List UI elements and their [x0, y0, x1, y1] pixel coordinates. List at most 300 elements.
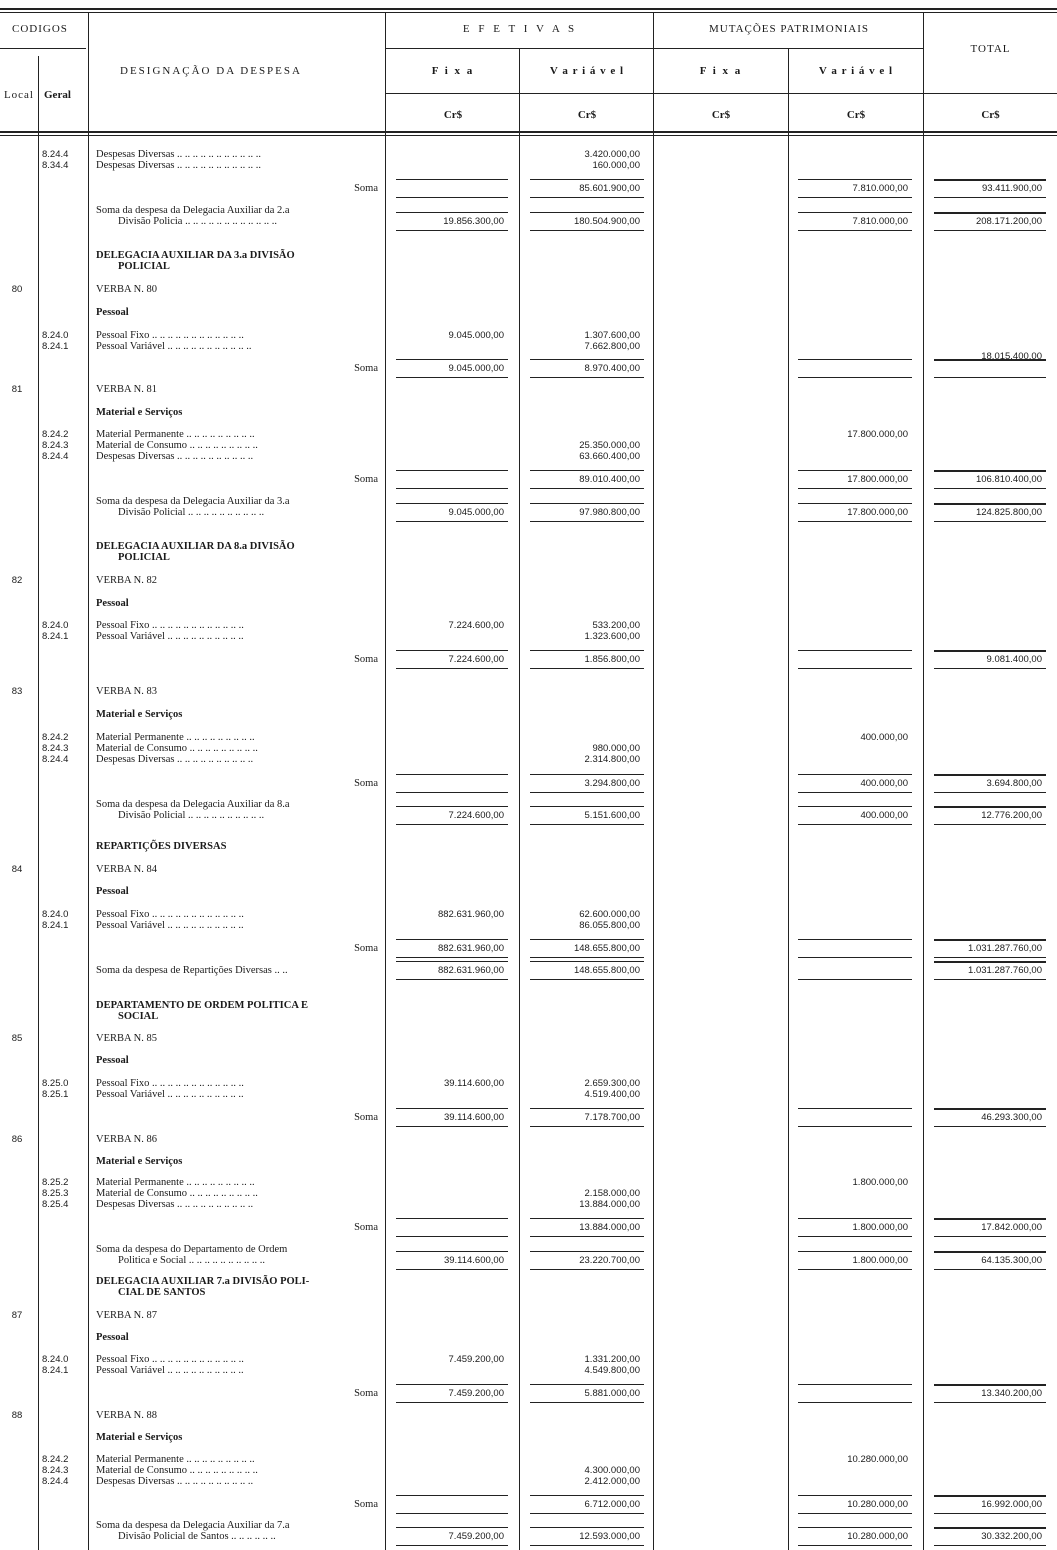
sum-rule: [396, 824, 508, 825]
sum-rule: [530, 179, 644, 180]
efetivas-variavel-value: 1.307.600,00: [584, 330, 640, 341]
sum-rule: [798, 1126, 912, 1127]
sum-rule: [934, 179, 1046, 181]
top-rule-2: [0, 12, 1057, 13]
section-heading: DELEGACIA AUXILIAR DA 3.a DIVISÃO: [96, 250, 295, 261]
sum-rule: [530, 806, 644, 807]
local-code: 85: [11, 1033, 23, 1044]
sum-rule: [396, 1384, 508, 1385]
sum-rule: [934, 1218, 1046, 1220]
header-efetivas: E F E T I V A S: [462, 23, 578, 35]
geral-code: 8.24.4: [42, 754, 69, 765]
line-label: VERBA N. 84: [96, 864, 157, 875]
sum-rule: [396, 961, 508, 962]
geral-code: 8.24.0: [42, 330, 69, 341]
efetivas-fixa-value: 882.631.960,00: [437, 909, 504, 920]
currency-total: Cr$: [981, 109, 1000, 121]
section-heading: CIAL DE SANTOS: [118, 1287, 206, 1298]
header-efetivas-fixa: F i x a: [431, 65, 475, 77]
sum-rule: [530, 470, 644, 471]
section-heading: POLICIAL: [118, 261, 170, 272]
sum-rule: [530, 792, 644, 793]
sum-rule: [934, 1513, 1046, 1514]
total-value: 106.810.400,00: [975, 474, 1042, 485]
line-label: Pessoal Fixo .. .. .. .. .. .. .. .. .. .. .. ..: [96, 620, 244, 631]
efetivas-variavel-value: 63.660.400,00: [579, 451, 640, 462]
sum-rule: [934, 359, 1046, 361]
geral-code: 8.25.0: [42, 1078, 69, 1089]
sum-rule: [396, 1495, 508, 1496]
line-label: Soma: [354, 363, 378, 374]
sum-rule: [934, 503, 1046, 505]
geral-code: 8.24.1: [42, 920, 69, 931]
sum-rule: [396, 1527, 508, 1528]
geral-code: 8.24.0: [42, 1354, 69, 1365]
sum-rule: [934, 470, 1046, 472]
sum-rule: [798, 1384, 912, 1385]
local-code: 81: [11, 384, 23, 395]
sum-rule: [798, 824, 912, 825]
sum-rule: [396, 230, 508, 231]
efetivas-variavel-value: 2.158.000,00: [584, 1188, 640, 1199]
sum-rule: [530, 1269, 644, 1270]
total-value: 124.825.800,00: [975, 507, 1042, 518]
line-label: Material de Consumo .. .. .. .. .. .. .. .. ..: [96, 1465, 258, 1476]
mutacoes-variavel-value: 17.800.000,00: [847, 507, 908, 518]
sum-rule: [798, 979, 912, 980]
total-value: 12.776.200,00: [981, 810, 1042, 821]
line-label: Soma da despesa da Delegacia Auxiliar da 3.a: [96, 496, 290, 507]
sum-rule: [798, 197, 912, 198]
total-value: 18.015.400,00: [981, 351, 1042, 362]
line-label: Material Permanente .. .. .. .. .. .. .. .. ..: [96, 1454, 255, 1465]
header-total: TOTAL: [970, 43, 1011, 55]
sum-rule: [396, 650, 508, 651]
currency-mutacoes-fixa: Cr$: [711, 109, 731, 121]
section-heading: DELEGACIA AUXILIAR DA 8.a DIVISÃO: [96, 541, 295, 552]
sum-rule: [396, 359, 508, 360]
efetivas-variavel-value: 7.662.800,00: [584, 341, 640, 352]
sum-rule: [530, 1513, 644, 1514]
sum-rule: [530, 939, 644, 940]
sum-rule: [934, 1495, 1046, 1497]
sum-rule: [396, 774, 508, 775]
efetivas-variavel-value: 180.504.900,00: [573, 216, 640, 227]
mutacoes-variavel-value: 10.280.000,00: [847, 1454, 908, 1465]
sum-rule: [798, 470, 912, 471]
sum-rule: [530, 212, 644, 213]
sum-rule: [530, 1218, 644, 1219]
sum-rule: [530, 774, 644, 775]
efetivas-fixa-value: 882.631.960,00: [437, 943, 504, 954]
sum-rule: [798, 1495, 912, 1496]
line-label: Soma: [354, 943, 378, 954]
efetivas-fixa-value: 882.631.960,00: [437, 965, 504, 976]
efetivas-variavel-value: 1.323.600,00: [584, 631, 640, 642]
sum-rule: [530, 1236, 644, 1237]
line-label: Material Permanente .. .. .. .. .. .. .. .. ..: [96, 1177, 255, 1188]
section-heading: Material e Serviços: [96, 407, 183, 418]
sum-rule: [934, 774, 1046, 776]
header-mutacoes-fixa: F i x a: [699, 65, 743, 77]
mutacoes-variavel-value: 7.810.000,00: [852, 216, 908, 227]
line-label: Material de Consumo .. .. .. .. .. .. .. .. ..: [96, 1188, 258, 1199]
efetivas-fixa-value: 39.114.600,00: [443, 1078, 504, 1089]
sum-rule: [934, 488, 1046, 489]
geral-code: 8.24.3: [42, 440, 69, 451]
mutacoes-variavel-value: 10.280.000,00: [847, 1499, 908, 1510]
line-label: Pessoal Variável .. .. .. .. .. .. .. .. .. ..: [96, 1089, 244, 1100]
geral-code: 8.25.3: [42, 1188, 69, 1199]
line-label: Despesas Diversas .. .. .. .. .. .. .. .. .. .. ..: [96, 149, 262, 160]
section-heading: Material e Serviços: [96, 1156, 183, 1167]
sum-rule: [530, 824, 644, 825]
section-heading: Pessoal: [96, 886, 129, 897]
efetivas-variavel-value: 148.655.800,00: [573, 943, 640, 954]
sum-rule: [530, 957, 644, 958]
total-value: 16.992.000,00: [981, 1499, 1042, 1510]
mutacoes-variavel-value: 400.000,00: [860, 732, 908, 743]
sum-rule: [396, 1236, 508, 1237]
efetivas-variavel-value: 1.331.200,00: [584, 1354, 640, 1365]
mutacoes-variavel-value: 1.800.000,00: [852, 1255, 908, 1266]
geral-code: 8.25.1: [42, 1089, 69, 1100]
sum-rule: [396, 377, 508, 378]
geral-code: 8.24.2: [42, 732, 69, 743]
line-label: Despesas Diversas .. .. .. .. .. .. .. .. .. .. ..: [96, 160, 262, 171]
line-label: Pessoal Variável .. .. .. .. .. .. .. .. .. .. ..: [96, 341, 252, 352]
sum-rule: [934, 1269, 1046, 1270]
line-label: Despesas Diversas .. .. .. .. .. .. .. .. .. ..: [96, 754, 254, 765]
line-label: Soma: [354, 1112, 378, 1123]
efetivas-variavel-value: 97.980.800,00: [579, 507, 640, 518]
line-label: Pessoal Variável .. .. .. .. .. .. .. .. .. ..: [96, 631, 244, 642]
sum-rule: [530, 230, 644, 231]
sum-rule: [396, 1269, 508, 1270]
sum-rule: [798, 1402, 912, 1403]
line-label: Divisão Policial de Santos .. .. .. .. .. ..: [118, 1531, 276, 1542]
sum-rule: [530, 503, 644, 504]
sum-rule: [798, 179, 912, 180]
efetivas-fixa-value: 7.459.200,00: [448, 1531, 504, 1542]
sum-rule: [934, 979, 1046, 980]
efetivas-variavel-value: 4.300.000,00: [584, 1465, 640, 1476]
sum-rule: [934, 1251, 1046, 1253]
section-heading: POLICIAL: [118, 552, 170, 563]
efetivas-variavel-value: 89.010.400,00: [579, 474, 640, 485]
sum-rule: [396, 197, 508, 198]
mutacoes-variavel-value: 7.810.000,00: [852, 183, 908, 194]
sum-rule: [798, 377, 912, 378]
line-label: Material de Consumo .. .. .. .. .. .. .. .. ..: [96, 440, 258, 451]
mutacoes-variavel-value: 1.800.000,00: [852, 1177, 908, 1188]
efetivas-variavel-value: 1.856.800,00: [584, 654, 640, 665]
sum-rule: [798, 668, 912, 669]
line-label: Divisão Policial .. .. .. .. .. .. .. .. .. ..: [118, 810, 265, 821]
efetivas-variavel-value: 13.884.000,00: [579, 1222, 640, 1233]
geral-code: 8.24.4: [42, 1476, 69, 1487]
line-label: Politica e Social .. .. .. .. .. .. .. .. .. ..: [118, 1255, 265, 1266]
total-value: 13.340.200,00: [981, 1388, 1042, 1399]
header-local: Local: [3, 90, 34, 101]
sum-rule: [798, 1251, 912, 1252]
efetivas-fixa-value: 9.045.000,00: [448, 363, 504, 374]
sum-rule: [530, 1545, 644, 1546]
line-label: VERBA N. 87: [96, 1310, 157, 1321]
geral-code: 8.24.2: [42, 429, 69, 440]
efetivas-fixa-value: 7.459.200,00: [448, 1354, 504, 1365]
top-rule: [0, 8, 1057, 10]
line-label: VERBA N. 81: [96, 384, 157, 395]
sum-rule: [396, 1513, 508, 1514]
total-value: 208.171.200,00: [975, 216, 1042, 227]
sum-rule: [396, 1218, 508, 1219]
sum-rule: [530, 1251, 644, 1252]
sum-rule: [530, 650, 644, 651]
line-label: Pessoal Fixo .. .. .. .. .. .. .. .. .. .. .. ..: [96, 330, 244, 341]
sum-rule: [530, 1108, 644, 1109]
line-label: Soma da despesa do Departamento de Ordem: [96, 1244, 288, 1255]
total-value: 46.293.300,00: [981, 1112, 1042, 1123]
total-value: 30.332.200,00: [981, 1531, 1042, 1542]
currency-efetivas-fixa: Cr$: [443, 109, 463, 121]
line-label: Soma: [354, 654, 378, 665]
line-label: Material Permanente .. .. .. .. .. .. .. .. ..: [96, 732, 255, 743]
section-heading: DEPARTAMENTO DE ORDEM POLITICA E: [96, 1000, 308, 1011]
section-heading: Pessoal: [96, 307, 129, 318]
sum-rule: [396, 957, 508, 958]
line-label: Soma da despesa da Delegacia Auxiliar da 8.a: [96, 799, 290, 810]
col-divider-designacao: [385, 12, 386, 1550]
currency-efetivas-variavel: Cr$: [577, 109, 597, 121]
header-bottom-rule: [0, 131, 1057, 133]
line-label: VERBA N. 88: [96, 1410, 157, 1421]
currency-mutacoes-variavel: Cr$: [846, 109, 866, 121]
mutacoes-variavel-value: 1.800.000,00: [852, 1222, 908, 1233]
efetivas-fixa-value: 7.224.600,00: [448, 810, 504, 821]
sum-rule: [530, 961, 644, 962]
sum-rule: [798, 488, 912, 489]
sum-rule: [396, 212, 508, 213]
mutacoes-variavel-value: 400.000,00: [860, 778, 908, 789]
efetivas-fixa-value: 19.856.300,00: [443, 216, 504, 227]
sum-rule: [396, 668, 508, 669]
efetivas-fixa-value: 7.459.200,00: [448, 1388, 504, 1399]
geral-code: 8.24.3: [42, 1465, 69, 1476]
section-heading: Material e Serviços: [96, 1432, 183, 1443]
sum-rule: [530, 359, 644, 360]
sum-rule: [798, 1545, 912, 1546]
sum-rule: [798, 1269, 912, 1270]
sum-rule: [934, 230, 1046, 231]
sum-rule: [934, 1527, 1046, 1529]
sum-rule: [530, 1402, 644, 1403]
efetivas-variavel-value: 8.970.400,00: [584, 363, 640, 374]
sum-rule: [798, 230, 912, 231]
header-designacao: DESIGNAÇÃO DA DESPESA: [120, 65, 302, 77]
efetivas-fixa-value: 7.224.600,00: [448, 620, 504, 631]
sum-rule: [934, 197, 1046, 198]
geral-code: 8.24.0: [42, 620, 69, 631]
efetivas-variavel-value: 7.178.700,00: [584, 1112, 640, 1123]
section-heading: DELEGACIA AUXILIAR 7.a DIVISÃO POLI-: [96, 1276, 310, 1287]
total-value: 3.694.800,00: [986, 778, 1042, 789]
geral-code: 8.24.1: [42, 341, 69, 352]
sum-rule: [530, 197, 644, 198]
sum-rule: [530, 1126, 644, 1127]
efetivas-variavel-value: 5.151.600,00: [584, 810, 640, 821]
geral-code: 8.24.4: [42, 149, 69, 160]
sum-rule: [396, 1545, 508, 1546]
sum-rule: [934, 824, 1046, 825]
sum-rule: [396, 1126, 508, 1127]
line-label: Soma: [354, 778, 378, 789]
sum-rule: [798, 521, 912, 522]
local-code: 82: [11, 575, 23, 586]
line-label: Soma da despesa da Delegacia Auxiliar da 2.a: [96, 205, 290, 216]
sum-rule: [396, 1108, 508, 1109]
local-code: 86: [11, 1134, 23, 1145]
col-divider-efetivas: [519, 48, 520, 1550]
line-label: Divisão Policia .. .. .. .. .. .. .. .. .. .. .. ..: [118, 216, 277, 227]
line-label: Pessoal Variável .. .. .. .. .. .. .. .. .. ..: [96, 920, 244, 931]
header-geral: Geral: [44, 89, 71, 101]
sum-rule: [934, 1236, 1046, 1237]
efetivas-variavel-value: 2.659.300,00: [584, 1078, 640, 1089]
section-heading: Pessoal: [96, 1332, 129, 1343]
efetivas-variavel-value: 86.055.800,00: [579, 920, 640, 931]
efetivas-variavel-value: 2.412.000,00: [584, 1476, 640, 1487]
total-value: 1.031.287.760,00: [968, 943, 1042, 954]
section-heading: Material e Serviços: [96, 709, 183, 720]
efetivas-rule: [386, 48, 924, 49]
sum-rule: [530, 1495, 644, 1496]
line-label: Pessoal Fixo .. .. .. .. .. .. .. .. .. .. .. ..: [96, 1354, 244, 1365]
sum-rule: [798, 939, 912, 940]
line-label: VERBA N. 85: [96, 1033, 157, 1044]
efetivas-variavel-value: 4.549.800,00: [584, 1365, 640, 1376]
col-divider-mutacoes: [653, 12, 654, 1550]
local-code: 88: [11, 1410, 23, 1421]
total-value: 64.135.300,00: [981, 1255, 1042, 1266]
sum-rule: [530, 488, 644, 489]
mutacoes-variavel-value: 10.280.000,00: [847, 1531, 908, 1542]
line-label: Despesas Diversas .. .. .. .. .. .. .. .. .. ..: [96, 1199, 254, 1210]
col-divider-mutacoes-var: [788, 48, 789, 1550]
header-codigos: CODIGOS: [12, 23, 68, 35]
sum-rule: [934, 1384, 1046, 1386]
sum-rule: [934, 212, 1046, 214]
line-label: Pessoal Fixo .. .. .. .. .. .. .. .. .. .. .. ..: [96, 1078, 244, 1089]
efetivas-variavel-value: 160.000,00: [592, 160, 640, 171]
sum-rule: [396, 470, 508, 471]
section-heading: SOCIAL: [118, 1011, 159, 1022]
sum-rule: [530, 1527, 644, 1528]
header-mutacoes: MUTAÇÕES PATRIMONIAIS: [709, 23, 869, 35]
sum-rule: [934, 806, 1046, 808]
sum-rule: [798, 503, 912, 504]
sum-rule: [934, 961, 1046, 963]
sum-rule: [798, 1108, 912, 1109]
sum-rule: [798, 957, 912, 958]
geral-code: 8.25.4: [42, 1199, 69, 1210]
sum-rule: [396, 806, 508, 807]
sum-rule: [934, 1126, 1046, 1127]
efetivas-variavel-value: 62.600.000,00: [579, 909, 640, 920]
codigos-rule: [0, 48, 86, 49]
geral-code: 8.24.1: [42, 1365, 69, 1376]
sum-rule: [798, 806, 912, 807]
line-label: Soma da despesa da Delegacia Auxiliar da 7.a: [96, 1520, 290, 1531]
efetivas-variavel-value: 12.593.000,00: [579, 1531, 640, 1542]
geral-code: 8.25.2: [42, 1177, 69, 1188]
line-label: Pessoal Fixo .. .. .. .. .. .. .. .. .. .. .. ..: [96, 909, 244, 920]
efetivas-variavel-value: 148.655.800,00: [573, 965, 640, 976]
line-label: VERBA N. 82: [96, 575, 157, 586]
line-label: Soma: [354, 1388, 378, 1399]
line-label: Divisão Policial .. .. .. .. .. .. .. .. .. ..: [118, 507, 265, 518]
sum-rule: [934, 668, 1046, 669]
line-label: Soma: [354, 474, 378, 485]
header-bottom-rule-2: [0, 135, 1057, 136]
local-code: 87: [11, 1310, 23, 1321]
sum-rule: [798, 1513, 912, 1514]
efetivas-fixa-value: 9.045.000,00: [448, 330, 504, 341]
sum-rule: [934, 1108, 1046, 1110]
section-heading: Pessoal: [96, 1055, 129, 1066]
line-label: Material Permanente .. .. .. .. .. .. .. .. ..: [96, 429, 255, 440]
total-value: 17.842.000,00: [981, 1222, 1042, 1233]
sum-rule: [934, 377, 1046, 378]
sum-rule: [396, 488, 508, 489]
local-code: 80: [11, 284, 23, 295]
efetivas-fixa-value: 7.224.600,00: [448, 654, 504, 665]
sum-rule: [798, 359, 912, 360]
efetivas-variavel-value: 980.000,00: [592, 743, 640, 754]
section-heading: Pessoal: [96, 598, 129, 609]
line-label: VERBA N. 80: [96, 284, 157, 295]
efetivas-variavel-value: 23.220.700,00: [579, 1255, 640, 1266]
total-value: 93.411.900,00: [981, 183, 1042, 194]
sum-rule: [396, 1251, 508, 1252]
section-heading: REPARTIÇÕES DIVERSAS: [96, 841, 227, 852]
sum-rule: [798, 212, 912, 213]
sum-rule: [530, 979, 644, 980]
header-efetivas-variavel: V a r i á v e l: [549, 65, 625, 77]
efetivas-fixa-value: 39.114.600,00: [443, 1112, 504, 1123]
sum-rule: [798, 1236, 912, 1237]
sum-rule: [396, 979, 508, 980]
sum-rule: [396, 503, 508, 504]
efetivas-fixa-value: 39.114.600,00: [443, 1255, 504, 1266]
sum-rule: [530, 521, 644, 522]
sum-rule: [396, 1402, 508, 1403]
line-label: Material de Consumo .. .. .. .. .. .. .. .. ..: [96, 743, 258, 754]
mutacoes-variavel-value: 400.000,00: [860, 810, 908, 821]
line-label: Soma: [354, 1499, 378, 1510]
sum-rule: [934, 650, 1046, 652]
line-label: Pessoal Variável .. .. .. .. .. .. .. .. .. ..: [96, 1365, 244, 1376]
line-label: Soma: [354, 183, 378, 194]
sum-rule: [934, 792, 1046, 793]
sum-rule: [934, 939, 1046, 941]
geral-code: 8.24.4: [42, 451, 69, 462]
sum-rule: [798, 650, 912, 651]
local-code: 84: [11, 864, 23, 875]
efetivas-fixa-value: 9.045.000,00: [448, 507, 504, 518]
geral-code: 8.34.4: [42, 160, 69, 171]
sum-rule: [798, 1218, 912, 1219]
